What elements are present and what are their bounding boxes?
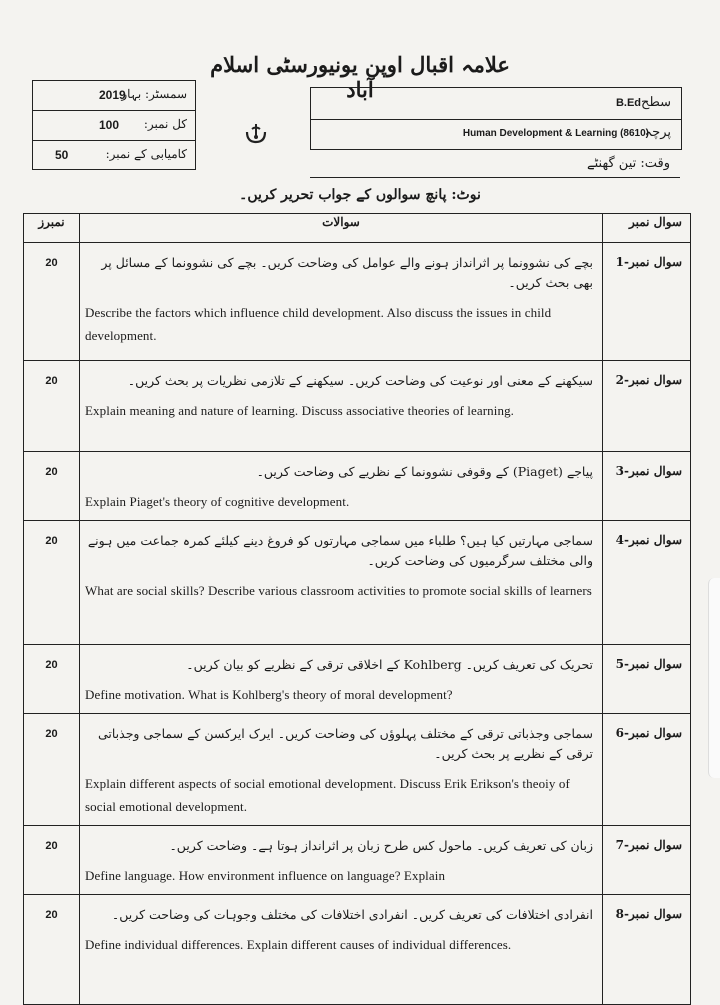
question-number: سوال نمبر-5 [603, 645, 691, 714]
question-marks: 20 [24, 714, 80, 826]
table-row [24, 895, 691, 1005]
question-urdu: سیکھنے کے معنی اور نوعیت کی وضاحت کریں۔ سیکھنے کے تلازمی نظریات پر بحث کریں۔ [127, 373, 593, 388]
total-marks-row [33, 111, 195, 141]
question-urdu: انفرادی اختلافات کی تعریف کریں۔ انفرادی اختلافات کی مختلف وجوہات کی وضاحت کریں۔ [111, 907, 593, 922]
table-row [24, 361, 691, 452]
question-marks: 20 [24, 895, 80, 1005]
table-row [24, 243, 691, 361]
total-marks-value: 100 [99, 118, 120, 132]
semester-label: سمسٹر: بہار [121, 87, 187, 101]
question-number: سوال نمبر-8 [603, 895, 691, 1005]
question-marks: 20 [24, 452, 80, 521]
semester-value: 2019 [99, 88, 126, 102]
level-value: B.Ed [615, 97, 641, 109]
question-cell [80, 714, 603, 826]
question-urdu: زبان کی تعریف کریں۔ ماحول کس طرح زبان پر اثرانداز ہوتا ہے۔ وضاحت کریں۔ [169, 838, 593, 853]
question-english: Define motivation. What is Kohlberg's theory of moral development? [85, 687, 453, 702]
instruction-note: نوٹ: پانچ سوالوں کے جواب تحریر کریں۔ [239, 187, 481, 203]
paper-label: پرچہ [644, 125, 671, 140]
question-english: Define individual differences. Explain different causes of individual differences. [85, 937, 512, 952]
question-number: سوال نمبر-7 [603, 826, 691, 895]
table-row [24, 452, 691, 521]
paper-row [310, 118, 682, 150]
question-number: سوال نمبر-2 [603, 361, 691, 452]
question-urdu: سماجی وجذباتی ترقی کے مختلف پہلوؤں کی وضاحت کریں۔ ایرک ایرکسن کے سماجی وجذباتی ترقی کے نظریے پر بحث کریں۔ [97, 726, 593, 761]
question-marks: 20 [24, 361, 80, 452]
question-urdu: تحریک کی تعریف کریں۔ Kohlberg کے اخلاقی ترقی کے نظریے کو بیان کریں۔ [186, 657, 593, 672]
question-english: Explain meaning and nature of learning. Discuss associative theories of learning. [85, 403, 515, 418]
table-header-row [24, 214, 691, 243]
question-number: سوال نمبر-6 [603, 714, 691, 826]
question-cell [80, 243, 603, 361]
level-label: سطح [641, 95, 671, 110]
university-title: علامہ اقبال اوپن یونیورسٹی اسلام آباد [210, 52, 510, 102]
question-number: سوال نمبر-4 [603, 521, 691, 645]
semester-row [33, 81, 195, 111]
question-marks: 20 [24, 243, 80, 361]
question-number: سوال نمبر-3 [603, 452, 691, 521]
table-row [24, 521, 691, 645]
table-row [24, 826, 691, 895]
pass-marks-value: 50 [55, 148, 69, 162]
question-urdu: سماجی مہارتیں کیا ہیں؟ طلباء میں سماجی مہارتوں کو فروغ دینے کیلئے کمرہ جماعت میں ہونے والی مختلف سرگرمیوں کی وضاحت کریں۔ [87, 533, 593, 568]
time-row [310, 149, 680, 178]
exam-info-box [32, 80, 196, 170]
question-urdu: پیاجے (Piaget) کے وقوفی نشوونما کے نظریے کی وضاحت کریں۔ [256, 464, 593, 479]
question-english: What are social skills? Describe various classroom activities to promote social skills of learners [85, 583, 592, 598]
header-questions: سوالات [80, 214, 603, 243]
question-english: Explain different aspects of social emotional development. Discuss Erik Erikson's theoiy of social emotional development. [85, 776, 570, 814]
question-marks: 20 [24, 645, 80, 714]
question-cell [80, 521, 603, 645]
questions-table [23, 213, 691, 1005]
total-marks-label: کل نمبر: [143, 117, 187, 131]
table-row [24, 714, 691, 826]
pass-marks-row [33, 141, 195, 170]
question-english: Explain Piaget's theory of cognitive development. [85, 494, 350, 509]
question-english: Define language. How environment influence on language? Explain [85, 868, 446, 883]
table-row [24, 645, 691, 714]
pass-marks-label: کامیابی کے نمبر: [105, 147, 187, 161]
page-scrollbar[interactable] [708, 578, 720, 778]
question-cell [80, 361, 603, 452]
level-row [310, 87, 682, 120]
university-logo-icon [243, 120, 269, 146]
question-cell [80, 826, 603, 895]
header-marks: نمبرز [24, 214, 80, 243]
header-number: سوال نمبر [603, 214, 691, 243]
question-english: Describe the factors which influence child development. Also discuss the issues in child development. [85, 305, 552, 343]
question-cell [80, 895, 603, 1005]
course-info-box [310, 87, 682, 179]
question-marks: 20 [24, 521, 80, 645]
question-cell [80, 645, 603, 714]
paper-value: Human Development & Learning (8610) [462, 128, 649, 139]
question-number: سوال نمبر-1 [603, 243, 691, 361]
question-cell [80, 452, 603, 521]
question-marks: 20 [24, 826, 80, 895]
time-label: وقت: تین گھنٹے [587, 156, 670, 171]
question-urdu: بچے کی نشوونما پر اثرانداز ہونے والے عوامل کی وضاحت کریں۔ بچے کی نشوونما کے مسائل پر بھی بحث کریں۔ [101, 255, 593, 290]
